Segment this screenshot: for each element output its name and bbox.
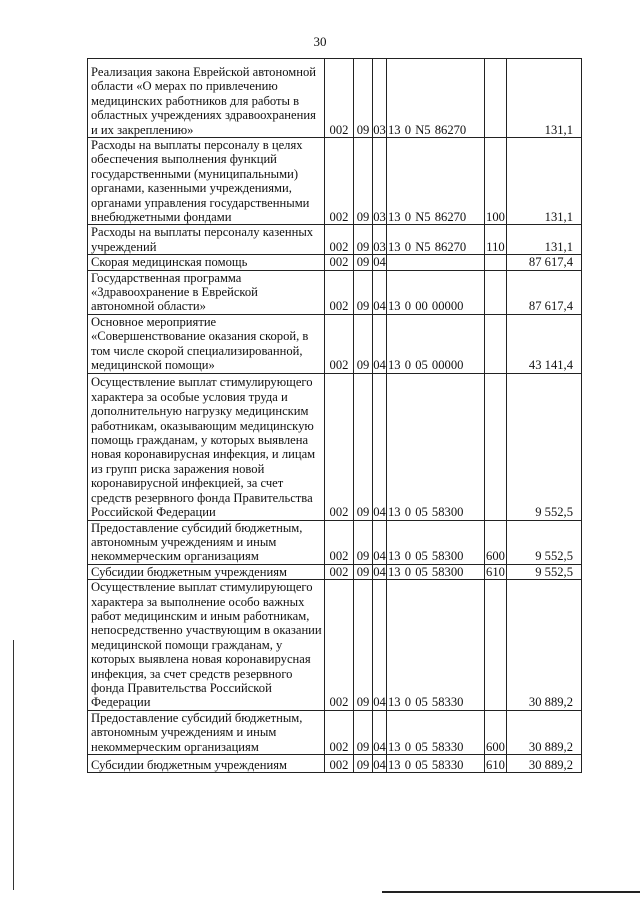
target-article-code: 13 0 05 58330 [387, 580, 485, 711]
ministry-code: 002 [325, 138, 354, 225]
target-article-code: 13 0 N5 86270 [387, 138, 485, 225]
section-code: 09 [354, 520, 373, 564]
table-row [88, 564, 582, 579]
subsection-code: 04 [373, 520, 387, 564]
expense-type-code: 610 [485, 755, 507, 773]
ministry-code: 002 [325, 373, 354, 520]
table-row [88, 59, 582, 138]
row-description: Реализация закона Еврейской автономной области «О мерах по привлечению медицинских работников для работы в областных учреждениях здравоохранения и их закреплению» [88, 59, 325, 138]
table-row [88, 710, 582, 754]
ministry-code: 002 [325, 255, 354, 270]
target-article-code: 13 0 05 58300 [387, 373, 485, 520]
target-article-code: 13 0 05 58300 [387, 520, 485, 564]
subsection-code: 04 [373, 373, 387, 520]
section-code: 09 [354, 710, 373, 754]
ministry-code: 002 [325, 564, 354, 579]
subsection-code: 04 [373, 255, 386, 270]
section-code: 09 [354, 755, 373, 773]
amount: 9 552,5 [507, 564, 582, 579]
ministry-code: 002 [325, 755, 354, 773]
target-article-code: 13 0 N5 86270 [387, 59, 485, 138]
subsection-code: 04 [373, 710, 387, 754]
ministry-code: 002 [325, 59, 354, 138]
bottom-rule [382, 891, 640, 893]
expense-type-code: 610 [486, 564, 505, 579]
page-number: 30 [313, 34, 327, 49]
expense-type-code: 600 [485, 520, 507, 564]
table-row [88, 225, 582, 255]
row-description: Осуществление выплат стимулирующего характера за выполнение особо важных работ медицинским и иным работникам, непосредственно участвующим в оказании медицинской помощи гражданам, у которых выявлена новая коронавирусная инфекция, за счет средств резервного фонда Правительства Российской Федерации [88, 580, 325, 711]
budget-table [87, 58, 582, 773]
expense-type-code: 100 [485, 138, 507, 225]
expense-type-code [485, 314, 507, 373]
section-code: 09 [354, 59, 373, 138]
expense-type-code [485, 373, 507, 520]
ministry-code: 002 [325, 270, 354, 314]
subsection-code: 04 [373, 564, 386, 579]
section-code: 09 [354, 373, 373, 520]
target-article-code: 13 0 05 58300 [387, 564, 485, 579]
section-code: 09 [354, 270, 373, 314]
amount: 131,1 [507, 59, 582, 138]
amount: 30 889,2 [507, 710, 582, 754]
subsection-code: 04 [373, 314, 387, 373]
subsection-code: 03 [373, 225, 387, 255]
table-row [88, 580, 582, 711]
target-article-code: 13 0 00 00000 [387, 270, 485, 314]
row-description: Расходы на выплаты персоналу казенных учреждений [88, 225, 325, 255]
subsection-code: 04 [373, 580, 387, 711]
amount: 9 552,5 [507, 520, 582, 564]
subsection-code: 03 [373, 59, 387, 138]
section-code: 09 [354, 580, 373, 711]
target-article-code: 13 0 05 58330 [387, 755, 485, 773]
row-description: Предоставление субсидий бюджетным, автономным учреждениям и иным некоммерческим организациям [88, 520, 325, 564]
table-row [88, 520, 582, 564]
row-description: Субсидии бюджетным учреждениям [88, 564, 325, 579]
section-code: 09 [354, 138, 373, 225]
target-article-code: 13 0 N5 86270 [387, 225, 485, 255]
amount: 9 552,5 [507, 373, 582, 520]
amount: 30 889,2 [507, 580, 582, 711]
table-row [88, 138, 582, 225]
amount: 131,1 [507, 138, 582, 225]
row-description: Основное мероприятие «Совершенствование оказания скорой, в том числе скорой специализированной, медицинской помощи» [88, 314, 325, 373]
ministry-code: 002 [325, 710, 354, 754]
table-row [88, 755, 582, 773]
ministry-code: 002 [325, 580, 354, 711]
section-code: 09 [354, 564, 373, 579]
expense-type-code [485, 270, 507, 314]
expense-type-code [485, 255, 507, 270]
amount: 87 617,4 [507, 270, 582, 314]
row-description: Предоставление субсидий бюджетным, автономным учреждениям и иным некоммерческим организациям [88, 710, 325, 754]
expense-type-code [485, 580, 507, 711]
subsection-code: 04 [373, 755, 387, 773]
ministry-code: 002 [325, 225, 354, 255]
section-code: 09 [354, 255, 373, 270]
expense-type-code: 600 [485, 710, 507, 754]
table-row [88, 314, 582, 373]
amount: 43 141,4 [507, 314, 582, 373]
ministry-code: 002 [325, 314, 354, 373]
target-article-code [387, 255, 485, 270]
subsection-code: 04 [373, 270, 387, 314]
table-row [88, 255, 582, 270]
row-description: Осуществление выплат стимулирующего характера за особые условия труда и дополнительную нагрузку медицинским работникам, оказывающим медицинскую помощь гражданам, у которых выявлена новая коронавирусная инфекция, и лицам из групп риска заражения новой коронавирусной инфекцией, за счет средств резервного фонда Правительства Российской Федерации [88, 373, 325, 520]
row-description: Расходы на выплаты персоналу в целях обеспечения выполнения функций государственными (муниципальными) органами, казенными учреждениями, органами управления государственными внебюджетными фондами [88, 138, 325, 225]
row-description: Скорая медицинская помощь [88, 255, 325, 270]
row-description: Государственная программа «Здравоохранение в Еврейской автономной области» [88, 270, 325, 314]
amount: 87 617,4 [507, 255, 582, 270]
table-row [88, 270, 582, 314]
table-row [88, 373, 582, 520]
subsection-code: 03 [373, 138, 387, 225]
margin-line [13, 640, 14, 890]
amount: 131,1 [507, 225, 582, 255]
expense-type-code: 110 [485, 225, 507, 255]
expense-type-code [485, 59, 507, 138]
section-code: 09 [354, 314, 373, 373]
row-description: Субсидии бюджетным учреждениям [88, 755, 325, 773]
target-article-code: 13 0 05 58330 [387, 710, 485, 754]
target-article-code: 13 0 05 00000 [387, 314, 485, 373]
ministry-code: 002 [325, 520, 354, 564]
amount: 30 889,2 [507, 755, 582, 773]
section-code: 09 [354, 225, 373, 255]
